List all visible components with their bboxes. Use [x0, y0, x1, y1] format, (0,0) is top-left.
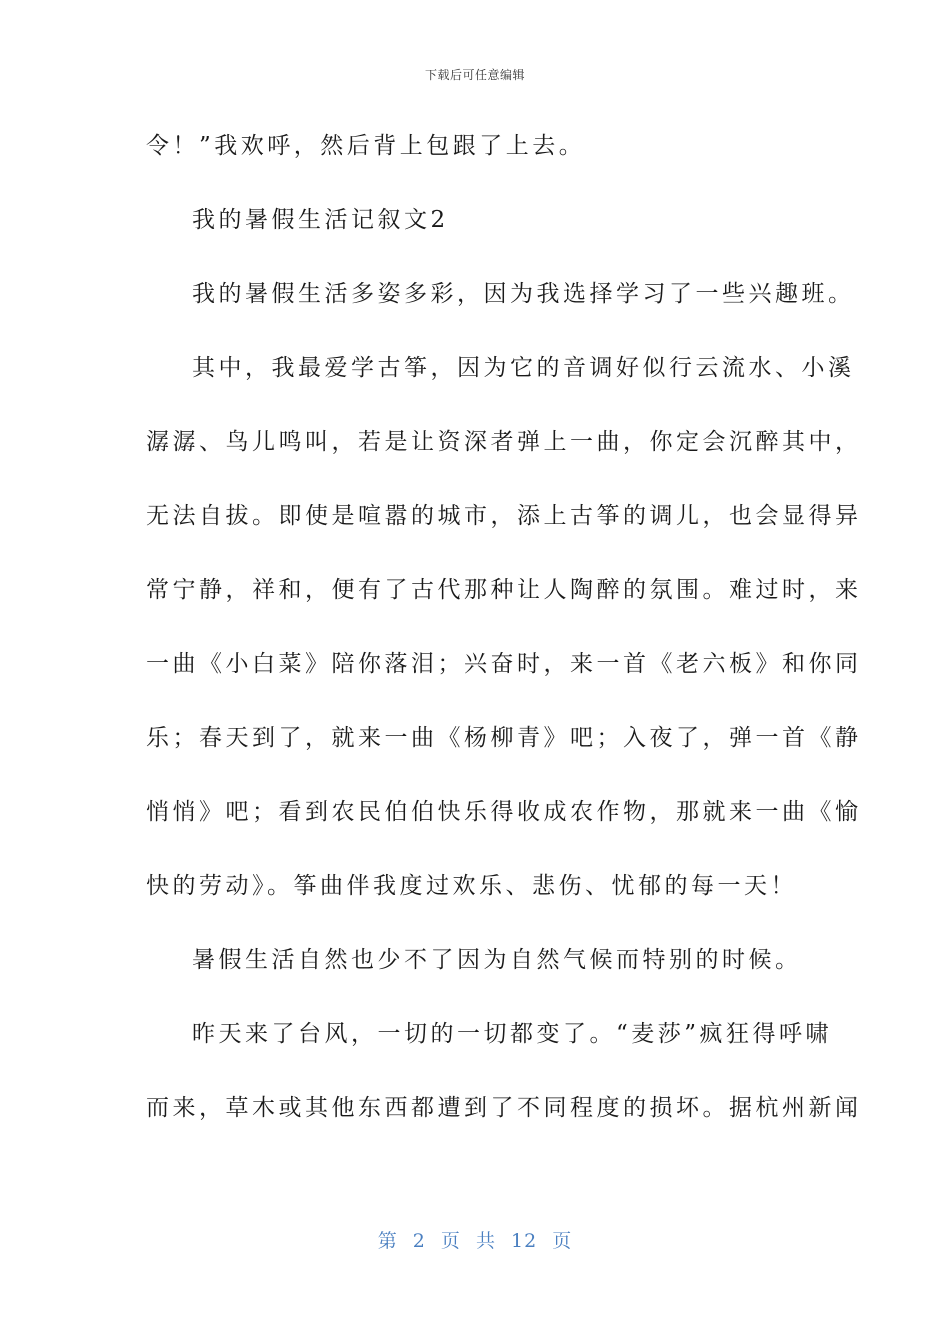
paragraph-line: 悄悄》吧；看到农民伯伯快乐得收成农作物，那就来一曲《愉 [146, 799, 862, 825]
current-page-number: 2 [412, 1230, 426, 1252]
paragraph-line: 乐；春天到了，就来一曲《杨柳青》吧；入夜了，弹一首《静 [146, 725, 862, 751]
paragraph-line: 其中，我最爱学古筝，因为它的音调好似行云流水、小溪 [192, 355, 855, 381]
paragraph-line: 令！”我欢呼，然后背上包跟了上去。 [146, 133, 586, 159]
page-header: 下载后可任意编辑 [424, 68, 525, 82]
paragraph-line: 潺潺、鸟儿鸣叫，若是让资深者弹上一曲，你定会沉醉其中， [146, 429, 862, 455]
paragraph-line: 无法自拔。即使是喧嚣的城市，添上古筝的调儿，也会显得异 [146, 503, 862, 529]
section-title: 我的暑假生活记叙文2 [192, 207, 449, 233]
paragraph-line: 而来，草木或其他东西都遭到了不同程度的损坏。据杭州新闻 [146, 1095, 862, 1121]
page-mid-label: 页 [440, 1230, 461, 1252]
paragraph-line: 快的劳动》。筝曲伴我度过欢乐、悲伤、忧郁的每一天！ [146, 873, 797, 899]
paragraph-line: 暑假生活自然也少不了因为自然气候而特别的时候。 [192, 947, 802, 973]
paragraph-line: 一曲《小白菜》陪你落泪；兴奋时，来一首《老六板》和你同 [146, 651, 862, 677]
paragraph-line: 昨天来了台风，一切的一切都变了。“麦莎”疯狂得呼啸 [192, 1021, 833, 1047]
total-pages-number: 12 [511, 1230, 538, 1252]
paragraph-line: 我的暑假生活多姿多彩，因为我选择学习了一些兴趣班。 [192, 281, 855, 307]
page-suffix: 页 [552, 1230, 573, 1252]
total-label: 共 [475, 1230, 496, 1252]
document-body [146, 128, 862, 1164]
paragraph-line: 常宁静，祥和，便有了古代那种让人陶醉的氛围。难过时，来 [146, 577, 862, 603]
page-prefix: 第 [377, 1230, 398, 1252]
page-footer [0, 1226, 950, 1253]
